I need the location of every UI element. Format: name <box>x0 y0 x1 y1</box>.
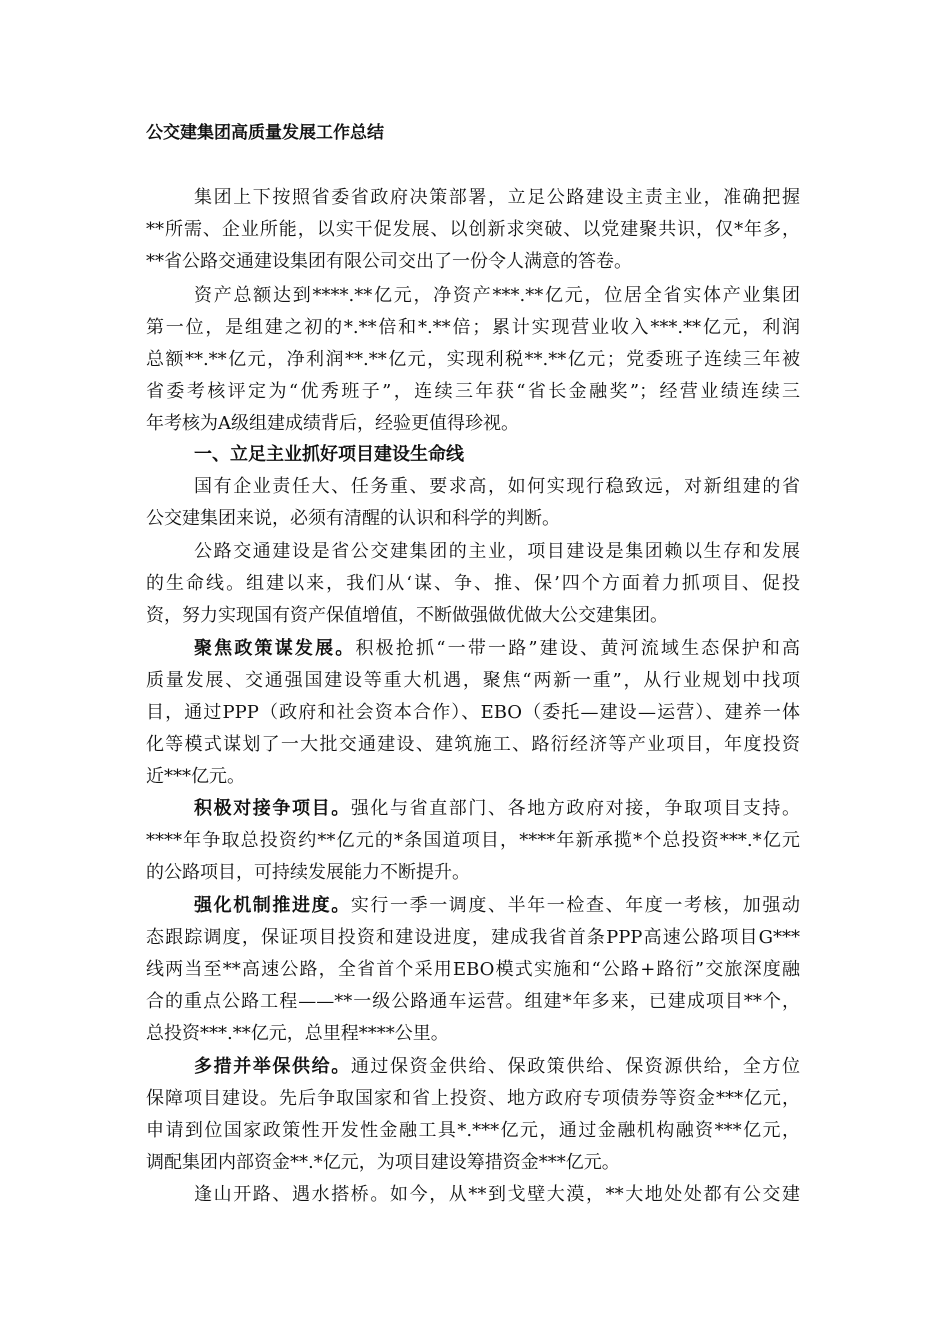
paragraph-line: ****年争取总投资约**亿元的*条国道项目，****年新承揽*个总投资***.*亿元 <box>146 830 800 851</box>
paragraph-line: 总投资***.**亿元，总里程****公里。 <box>146 1023 449 1044</box>
paragraph-text: 通过保资金供给、保政策供给、保资源供给，全方位 <box>350 1056 801 1077</box>
paragraph-line <box>194 894 800 918</box>
paragraph-line <box>194 1055 800 1079</box>
paragraph-text: 强化与省直部门、各地方政府对接，争取项目支持。 <box>350 798 801 819</box>
paragraph-line: 近***亿元。 <box>146 766 245 787</box>
paragraph-line: 的公路项目，可持续发展能力不断提升。 <box>146 862 470 883</box>
paragraph-line: 年考核为A级组建成绩背后，经验更值得珍视。 <box>146 413 519 434</box>
paragraph-line: 线两当至**高速公路，全省首个采用EBO模式实施和“公路+路衍”交旅深度融 <box>146 959 800 980</box>
paragraph-line: 逢山开路、遇水搭桥。如今，从**到戈壁大漠，**大地处处都有公交建 <box>194 1184 800 1205</box>
paragraph-line: 集团上下按照省委省政府决策部署，立足公路建设主责主业，准确把握 <box>194 187 800 208</box>
paragraph-text: 实行一季一调度、半年一检查、年度一考核，加强动 <box>350 895 801 916</box>
paragraph-line <box>194 797 800 821</box>
paragraph-line: 合的重点公路工程——**一级公路通车运营。组建*年多来，已建成项目**个， <box>146 991 800 1012</box>
paragraph-line: 保障项目建设。先后争取国家和省上投资、地方政府专项债券等资金***亿元， <box>146 1088 800 1109</box>
paragraph-line: 资，努力实现国有资产保值增值，不断做强做优做大公交建集团。 <box>146 605 668 626</box>
paragraph-lead: 强化机制推进度。 <box>194 895 351 916</box>
paragraph-line: 公路交通建设是省公交建集团的主业，项目建设是集团赖以生存和发展 <box>194 541 800 562</box>
paragraph-text: 积极抢抓“一带一路”建设、黄河流域生态保护和高 <box>355 638 801 659</box>
paragraph-line: 的生命线。组建以来，我们从‘谋、争、推、保’四个方面着力抓项目、促投 <box>146 573 800 594</box>
paragraph-lead: 聚焦政策谋发展。 <box>194 638 356 659</box>
paragraph-line: 资产总额达到****.**亿元，净资产***.**亿元，位居全省实体产业集团 <box>194 285 800 306</box>
document-title: 公交建集团高质量发展工作总结 <box>146 123 384 143</box>
section-heading: 一、立足主业抓好项目建设生命线 <box>194 444 464 465</box>
paragraph-line: 第一位，是组建之初的*.**倍和*.**倍；累计实现营业收入***.**亿元，利润 <box>146 317 800 338</box>
paragraph-line: 申请到位国家政策性开发性金融工具*.***亿元，通过金融机构融资***亿元， <box>146 1120 800 1141</box>
paragraph-line: 化等模式谋划了一大批交通建设、建筑施工、路衍经济等产业项目，年度投资 <box>146 734 800 755</box>
paragraph-line: 调配集团内部资金**.*亿元，为项目建设筹措资金***亿元。 <box>146 1152 620 1173</box>
paragraph-lead: 多措并举保供给。 <box>194 1056 351 1077</box>
paragraph-line: **省公路交通建设集团有限公司交出了一份令人满意的答卷。 <box>146 251 632 272</box>
paragraph-line <box>194 637 800 661</box>
paragraph-line: 态跟踪调度，保证项目投资和建设进度，建成我省首条PPP高速公路项目G*** <box>146 927 800 948</box>
paragraph-line: 省委考核评定为“优秀班子”，连续三年获“省长金融奖”；经营业绩连续三 <box>146 381 800 402</box>
paragraph-line: 总额**.**亿元，净利润**.**亿元，实现利税**.**亿元；党委班子连续三年被 <box>146 349 800 370</box>
paragraph-line: 质量发展、交通强国建设等重大机遇，聚焦“两新一重”，从行业规划中找项 <box>146 670 800 691</box>
paragraph-line: 目，通过PPP（政府和社会资本合作）、EBO（委托—建设—运营）、建养一体 <box>146 702 800 723</box>
paragraph-line: 公交建集团来说，必须有清醒的认识和科学的判断。 <box>146 508 560 529</box>
paragraph-line: **所需、企业所能，以实干促发展、以创新求突破、以党建聚共识，仅*年多， <box>146 219 800 240</box>
paragraph-lead: 积极对接争项目。 <box>194 798 351 819</box>
paragraph-line: 国有企业责任大、任务重、要求高，如何实现行稳致远，对新组建的省 <box>194 476 800 497</box>
